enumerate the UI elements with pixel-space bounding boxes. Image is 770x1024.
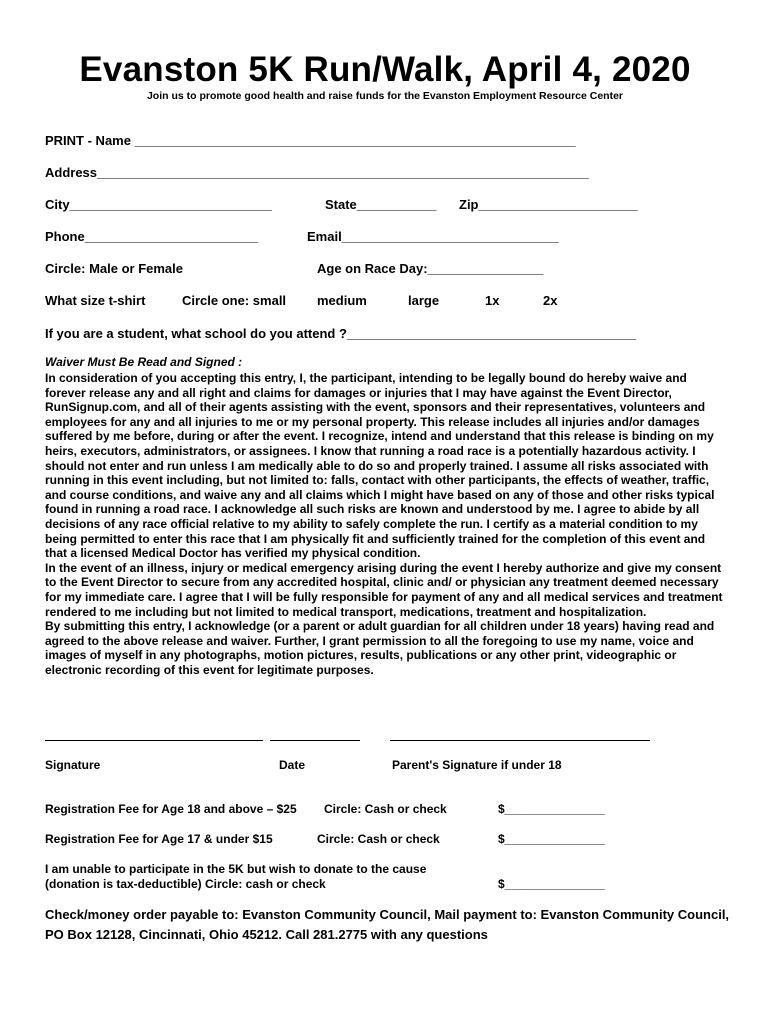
phone-field[interactable]: Phone________________________: [45, 229, 259, 244]
youth-amount-field[interactable]: $_______________: [498, 832, 605, 846]
name-field[interactable]: PRINT - Name _____________________________________________________________: [45, 133, 576, 148]
state-field[interactable]: State___________: [325, 197, 437, 212]
adult-payment-choice[interactable]: Circle: Cash or check: [324, 802, 447, 816]
tshirt-option-large[interactable]: large: [408, 293, 440, 308]
youth-fee-label: Registration Fee for Age 17 & under $15: [45, 832, 273, 846]
tshirt-label: What size t-shirt: [45, 293, 146, 308]
tshirt-option-2x[interactable]: 2x: [543, 293, 558, 308]
adult-fee-label: Registration Fee for Age 18 and above – $25: [45, 802, 297, 816]
city-field[interactable]: City____________________________: [45, 197, 272, 212]
youth-payment-choice[interactable]: Circle: Cash or check: [317, 832, 440, 846]
zip-field[interactable]: Zip______________________: [459, 197, 638, 212]
tshirt-option-1x[interactable]: 1x: [485, 293, 500, 308]
signature-label: Signature: [45, 758, 101, 772]
payment-instructions: Check/money order payable to: Evanston Community Council, Mail payment to: Evanston Community Council, PO Box 12128, Cincinnati, Ohio 45212. Call 281.2775 with any questions: [45, 907, 730, 942]
school-field[interactable]: If you are a student, what school do you attend ?________________________________________: [45, 326, 637, 341]
parent-signature-line[interactable]: [390, 740, 650, 741]
tshirt-option-medium[interactable]: medium: [317, 293, 367, 308]
date-line[interactable]: [270, 740, 360, 741]
email-field[interactable]: Email______________________________: [307, 229, 559, 244]
page-title: Evanston 5K Run/Walk, April 4, 2020: [79, 50, 691, 89]
adult-amount-field[interactable]: $_______________: [498, 802, 605, 816]
age-field[interactable]: Age on Race Day:________________: [317, 261, 544, 276]
donation-amount-field[interactable]: $_______________: [498, 877, 605, 891]
gender-choice[interactable]: Circle: Male or Female: [45, 261, 183, 276]
waiver-heading: Waiver Must Be Read and Signed :: [45, 355, 243, 369]
waiver-paragraph: By submitting this entry, I acknowledge (or a parent or adult guardian for all children under 18 years) having read and agreed to the above release and waiver. Further, I grant permission to all the foregoing to use my name, voice and images of myself in any photographs, motion pictures, results, publications or any other print, videographic or electronic recording of this event for legitimate purposes.: [45, 619, 715, 677]
date-label: Date: [279, 758, 306, 772]
waiver-paragraph: In the event of an illness, injury or medical emergency arising during the event I hereby authorize and give my consent to the Event Director to secure from any accredited hospital, clinic and/ or physician any treatment deemed necessary for my immediate care. I agree that I will be fully responsible for payment of any and all medical services and treatment rendered to me including but not limited to medical transport, medications, treatment and hospitalization.: [45, 560, 723, 619]
waiver-paragraph: In consideration of you accepting this entry, I, the participant, intending to be legally bound do hereby waive and forever release any and all right and claims for damages or injuries that I may have against the Event Director, RunSignup.com, and all of their agents assisting with the event, sponsors and their representatives, volunteers and employees for any and all injuries to me or my personal property. This release includes all injuries and/or damages suffered by me before, during or after the event. I recognize, intend and understand that this release is binding on my heirs, executors, administrators, or assignees. I know that running a road race is a potentially hazardous activity. I should not enter and run unless I am medically able to do so and properly trained. I assume all risks associated with running in this event including, but not limited to: falls, contact with other participants, the effects of weather, traffic, and course conditions, and waive any and all claims which I might have based on any of those and other risks typical found in running a road race. I acknowledge all such risks are known and understood by me. I agree to abide by all decisions of any race official relative to my ability to safely complete the run. I certify as a material condition to my being permitted to enter this race that I am physically fit and sufficiently trained for the completion of this event and that a licensed Medical Doctor has verified my physical condition.: [45, 371, 715, 561]
donation-label: I am unable to participate in the 5K but wish to donate to the cause: [45, 862, 427, 876]
tshirt-option-small[interactable]: Circle one: small: [182, 293, 287, 308]
signature-line[interactable]: [45, 740, 263, 741]
address-field[interactable]: Address____________________________________________________________________: [45, 165, 589, 180]
waiver-text: [45, 371, 730, 677]
page-subtitle: Join us to promote good health and raise funds for the Evanston Employment Resource Center: [146, 90, 624, 102]
donation-payment-choice[interactable]: (donation is tax-deductible) Circle: cash or check: [45, 877, 326, 891]
parent-signature-label: Parent's Signature if under 18: [392, 758, 562, 772]
